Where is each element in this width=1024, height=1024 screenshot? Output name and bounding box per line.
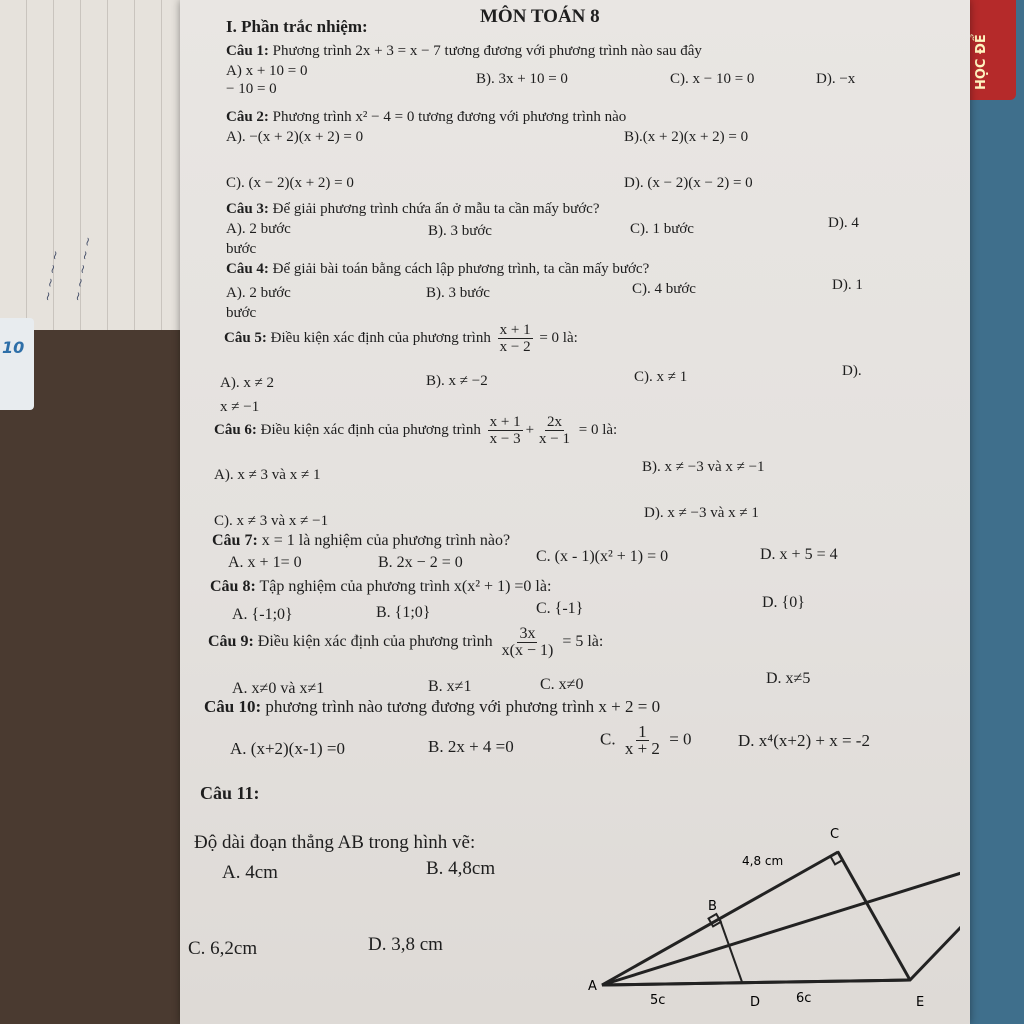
q10-option-c xyxy=(600,724,692,757)
q5-option-b: B). x ≠ −2 xyxy=(426,373,488,389)
q11-option-c: C. 6,2cm xyxy=(188,938,258,959)
fraction-denominator: x − 3 xyxy=(489,431,521,447)
question-label: Câu 9: xyxy=(208,633,254,651)
q6-option-d: D). x ≠ −3 và x ≠ 1 xyxy=(644,505,759,521)
question-text: Điều kiện xác định của phương trình xyxy=(257,633,493,651)
q11-option-b: B. 4,8cm xyxy=(426,858,496,879)
q9-option-c: C. x≠0 xyxy=(540,676,584,693)
q8-option-d: D. {0} xyxy=(762,594,805,611)
q4-option-b: B). 3 bước xyxy=(426,285,490,301)
fraction-numerator: 1 xyxy=(638,722,647,741)
question-tail: = 0 là: xyxy=(578,421,618,438)
side-tab-label: 10 xyxy=(2,338,25,357)
fraction-numerator: x + 1 xyxy=(489,414,521,430)
question-label: Câu 3: xyxy=(226,201,269,217)
segment-ce xyxy=(838,852,910,980)
label-bc-length: 4,8 cm xyxy=(742,854,784,868)
fraction-denominator: x − 2 xyxy=(499,339,531,355)
question-label: Câu 6: xyxy=(214,421,257,438)
option-letter: C. xyxy=(600,729,616,749)
q10-option-a: A. (x+2)(x-1) =0 xyxy=(230,739,346,758)
label-de-length: 6c xyxy=(796,991,812,1006)
question-label: Câu 7: xyxy=(212,532,258,549)
question-text: Phương trình 2x + 3 = x − 7 tương đương với phương trình nào sau đây xyxy=(272,43,702,59)
triangle-outline xyxy=(602,850,960,985)
q2-option-b: B).(x + 2)(x + 2) = 0 xyxy=(624,129,749,145)
fraction-numerator: 2x xyxy=(547,414,563,430)
fraction xyxy=(537,414,572,447)
fraction-numerator: 3x xyxy=(519,625,536,642)
question-label: Câu 4: xyxy=(226,261,269,277)
option-tail: = 0 xyxy=(669,729,692,749)
q5-option-d: D). xyxy=(842,363,862,379)
q7-option-b: B. 2x − 2 = 0 xyxy=(378,554,463,571)
q6-option-a: A). x ≠ 3 và x ≠ 1 xyxy=(214,467,321,483)
q11-option-a: A. 4cm xyxy=(222,862,278,883)
q4-option-a: A). 2 bước xyxy=(226,285,291,301)
q4-option-d: D). 1 xyxy=(832,277,863,293)
question-text: x = 1 là nghiệm của phương trình nào? xyxy=(261,532,511,549)
label-d: D xyxy=(750,995,761,1010)
segment-bd xyxy=(720,920,742,982)
question-text: Điều kiện xác định của phương trình xyxy=(270,329,491,346)
question-text: phương trình nào tương đương với phương trình x + 2 = 0 xyxy=(265,697,661,716)
q5-option-a-cont: x ≠ −1 xyxy=(220,399,260,415)
exam-paper xyxy=(180,0,970,1024)
q8-option-b: B. {1;0} xyxy=(376,604,431,621)
label-a: A xyxy=(588,979,597,994)
fraction-denominator: x(x − 1) xyxy=(501,642,554,659)
question-label: Câu 5: xyxy=(224,329,267,346)
book-label: HỌC ĐỂ xyxy=(974,34,989,90)
question-6: Câu 6: Điều kiện xác định của phương trình $\frac{x + 1}{x - 3}$ + $\frac{2x}{x - 1}$ = 0 là: xyxy=(214,414,618,447)
question-3 xyxy=(226,200,600,218)
q1-option-a: A) x + 10 = 0 xyxy=(226,63,308,79)
fraction xyxy=(500,626,556,659)
handwriting: ~ ~ ~ ~ xyxy=(40,249,63,303)
question-10 xyxy=(204,698,660,716)
question-4 xyxy=(226,260,649,278)
page-title: MÔN TOÁN 8 xyxy=(480,6,600,27)
question-text: Tập nghiệm của phương trình x(x² + 1) =0 là: xyxy=(259,578,552,595)
label-c: C xyxy=(830,827,840,842)
q1-option-b: B). 3x + 10 = 0 xyxy=(476,71,568,87)
q4-option-c: C). 4 bước xyxy=(632,281,696,297)
question-label: Câu 10: xyxy=(204,697,262,716)
q5-option-a: A). x ≠ 2 xyxy=(220,375,275,391)
q3-option-b: B). 3 bước xyxy=(428,223,492,239)
q10-option-d: D. x⁴(x+2) + x = -2 xyxy=(738,731,870,750)
q9-option-a: A. x≠0 và x≠1 xyxy=(232,680,325,697)
label-ad-length: 5c xyxy=(650,993,666,1008)
q2-option-a: A). −(x + 2)(x + 2) = 0 xyxy=(226,129,364,145)
q1-option-a-cont: − 10 = 0 xyxy=(226,81,277,97)
question-11-text: Độ dài đoạn thẳng AB trong hình vẽ: xyxy=(194,832,476,853)
question-8 xyxy=(210,578,551,596)
q4-option-a-cont: bước xyxy=(226,305,257,321)
question-label: Câu 8: xyxy=(210,578,256,595)
q7-option-a: A. x + 1= 0 xyxy=(228,554,302,571)
q3-option-a-cont: bước xyxy=(226,241,257,257)
label-b: B xyxy=(708,899,717,914)
q6-option-b: B). x ≠ −3 và x ≠ −1 xyxy=(642,459,765,475)
q2-option-c: C). (x − 2)(x + 2) = 0 xyxy=(226,175,354,191)
question-7 xyxy=(212,532,510,550)
q9-option-b: B. x≠1 xyxy=(428,678,472,695)
q5-option-c: C). x ≠ 1 xyxy=(634,369,688,385)
q8-option-a: A. {-1;0} xyxy=(232,606,293,623)
q1-option-c: C). x − 10 = 0 xyxy=(670,71,755,87)
question-2 xyxy=(226,108,626,126)
q11-option-d: D. 3,8 cm xyxy=(368,934,443,955)
q2-option-d: D). (x − 2)(x − 2) = 0 xyxy=(624,175,753,191)
fraction xyxy=(488,414,523,447)
fraction xyxy=(623,724,662,757)
q6-option-c: C). x ≠ 3 và x ≠ −1 xyxy=(214,513,329,529)
fraction xyxy=(498,322,533,355)
question-9 xyxy=(208,626,603,659)
label-e: E xyxy=(916,995,925,1010)
book-tag xyxy=(964,0,1016,100)
question-label: Câu 1: xyxy=(226,43,269,59)
question-text: Phương trình x² − 4 = 0 tương đương với phương trình nào xyxy=(272,109,627,125)
q3-option-a: A). 2 bước xyxy=(226,221,291,237)
question-11-label: Câu 11: xyxy=(200,783,260,803)
segment-ae xyxy=(602,980,910,985)
triangle-figure xyxy=(580,820,960,1020)
fraction-numerator: x + 1 xyxy=(499,322,531,338)
q3-option-d: D). 4 xyxy=(828,215,859,231)
q3-option-c: C). 1 bước xyxy=(630,221,694,237)
question-text: Điều kiện xác định của phương trình xyxy=(260,421,481,438)
q7-option-c: C. (x - 1)(x² + 1) = 0 xyxy=(536,548,669,565)
side-tab xyxy=(0,318,34,410)
fraction-denominator: x − 1 xyxy=(539,431,571,447)
section-title: I. Phần trắc nhiệm: xyxy=(226,17,368,36)
question-1 xyxy=(226,42,702,60)
q10-option-b: B. 2x + 4 =0 xyxy=(428,737,514,756)
q8-option-c: C. {-1} xyxy=(536,600,584,617)
question-tail: = 0 là: xyxy=(539,329,578,346)
q7-option-d: D. x + 5 = 4 xyxy=(760,546,838,563)
q1-option-d: D). −x xyxy=(816,71,856,87)
question-5 xyxy=(224,322,578,355)
question-text: Để giải bài toán bằng cách lập phương trình, ta cần mấy bước? xyxy=(272,261,650,277)
fraction-denominator: x + 2 xyxy=(624,739,660,758)
question-tail: = 5 là: xyxy=(562,633,604,651)
q9-option-d: D. x≠5 xyxy=(766,670,811,687)
handwriting: ~ ~ ~ ~ ~ xyxy=(70,235,96,303)
question-text: Để giải phương trình chứa ẩn ở mẫu ta cần mấy bước? xyxy=(272,201,600,217)
question-label: Câu 2: xyxy=(226,109,269,125)
